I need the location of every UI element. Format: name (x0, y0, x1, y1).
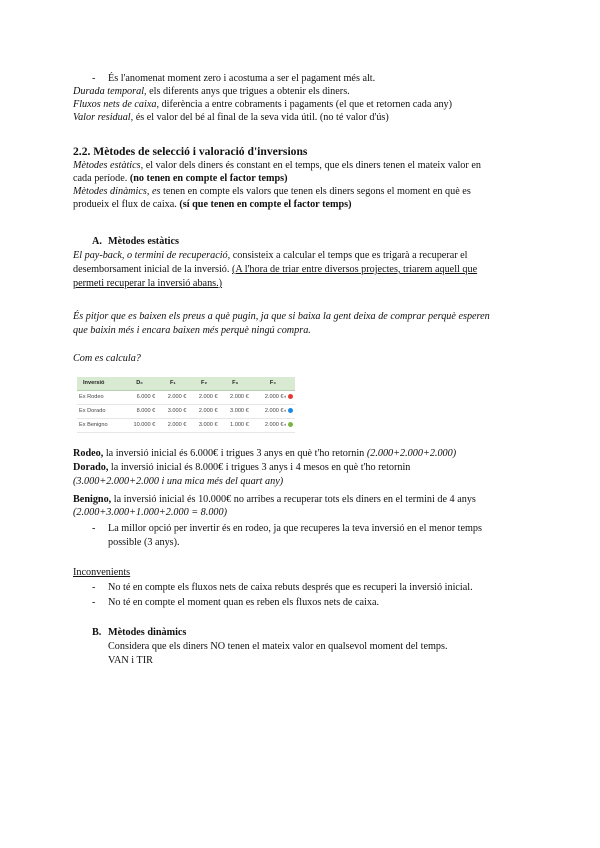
dinamics-text-2: produeix el flux de caixa. (73, 199, 180, 210)
payback-underline-2: permeti recuperar la inversió abans.) (73, 278, 223, 289)
header-d0: D₀ (122, 377, 157, 391)
estatics-bold: (no tenen en compte el factor temps) (129, 173, 288, 184)
estatics-term: Mètodes estàtics, (73, 160, 144, 171)
inconvenient-item: No té en compte els fluxos nets de caixa rebuts després que es recuperi la inversió inicial. (108, 582, 473, 593)
payback-term: El pay-back, o termini de recuperació, (73, 250, 231, 261)
bullet-dash: - (92, 73, 96, 84)
arrow-icon: ◂ (283, 408, 286, 414)
durada-text: els diferents anys que trigues a obtenir els diners. (146, 86, 350, 97)
rodeo-line (73, 448, 456, 461)
estatics-line-1 (73, 160, 481, 173)
intro-bullet: És l'anomenat moment zero i acostuma a ser el pagament més alt. (108, 73, 376, 84)
sub-a-title: Mètodes estàtics (108, 236, 180, 247)
rodeo-calc: (2.000+2.000+2.000) (366, 448, 457, 459)
row-d0: 10.000 € (122, 419, 157, 433)
durada-term: Durada temporal, (73, 86, 147, 97)
row-f2: 2.000 € (188, 391, 219, 405)
bullet-dash: - (92, 597, 96, 608)
arrow-icon: ◂ (283, 422, 286, 428)
sub-b-title: Mètodes dinàmics (108, 627, 187, 638)
dorado-name: Dorado, (73, 462, 109, 473)
payback-text-2: desemborsament inicial de la inversió. (73, 264, 232, 275)
color-dot-icon (288, 422, 293, 427)
estatics-text-1: el valor dels diners és constant en el temps, que els diners tenen el mateix valor en (143, 160, 481, 171)
header-inversio: Inversió (77, 377, 122, 391)
valor-line (73, 112, 389, 125)
estatics-line-2 (73, 173, 288, 186)
dinamics-bold: (sí que tenen en compte el factor temps) (179, 199, 352, 210)
row-f4: 2.000 € (264, 408, 284, 414)
table-row (77, 405, 295, 419)
header-f4: F₄ (251, 377, 295, 391)
fluxos-line (73, 99, 452, 112)
benigno-name: Benigno, (73, 494, 112, 505)
color-dot-icon (288, 394, 293, 399)
payback-line-2 (73, 264, 477, 277)
row-d0: 6.000 € (122, 391, 157, 405)
row-name: Ex Dorado (77, 405, 122, 419)
benigno-line (73, 494, 476, 507)
header-f1: F₁ (157, 377, 188, 391)
row-f1: 2.000 € (157, 391, 188, 405)
table-row (77, 419, 295, 433)
row-f3: 2.000 € (220, 391, 251, 405)
rodeo-text: la inversió inicial és 6.000€ i trigues 3 anys en què t'ho retornin (103, 448, 367, 459)
arrow-icon: ◂ (283, 394, 286, 400)
valor-text: és el valor del bé al final de la seva vida útil. (no té valor d'ús) (133, 112, 389, 123)
valor-term: Valor residual, (73, 112, 134, 123)
row-f4-cell (251, 419, 295, 433)
com-es-calcula: Com es calcula? (73, 353, 141, 364)
dorado-text: la inversió inicial és 8.000€ i trigues 3 anys i 4 mesos en què t'ho retornin (108, 462, 411, 473)
dorado-line (73, 462, 410, 475)
best-option-line-1: La millor opció per invertir és en rodeo, ja que recuperes la teva inversió en el menor temps (108, 523, 482, 534)
row-name: Ex Benigno (77, 419, 122, 433)
dinamics-text-1: tenen en compte els valors que tenen els diners segons el moment en què es (160, 186, 471, 197)
benigno-calc: (2.000+3.000+1.000+2.000 = 8.000) (73, 507, 227, 518)
note-line-1: És pitjor que es baixen els preus a què pugin, ja que si baixa la gent deixa de comprar perquè esperen (73, 311, 490, 322)
dinamics-line-1 (73, 186, 471, 199)
van-tir: VAN i TIR (108, 655, 153, 666)
color-dot-icon (288, 408, 293, 413)
row-f4-cell (251, 405, 295, 419)
estatics-text-2: cada període. (73, 173, 130, 184)
sub-a-label: A. (92, 236, 102, 247)
rodeo-name: Rodeo, (73, 448, 104, 459)
dorado-calc: (3.000+2.000+2.000 i una mica més del quart any) (73, 476, 284, 487)
fluxos-text: diferència a entre cobraments i pagaments (el que et retornen cada any) (159, 99, 453, 110)
sub-b-label: B. (92, 627, 102, 638)
row-f1: 2.000 € (157, 419, 188, 433)
best-option-line-2: possible (3 anys). (108, 537, 180, 548)
row-d0: 8.000 € (122, 405, 157, 419)
inconvenient-item: No té en compte el moment quan es reben els fluxos nets de caixa. (108, 597, 380, 608)
bullet-dash: - (92, 523, 96, 534)
fluxos-term: Fluxos nets de caixa, (73, 99, 160, 110)
row-f4: 2.000 € (264, 394, 284, 400)
row-f3: 3.000 € (220, 405, 251, 419)
bullet-dash: - (92, 582, 96, 593)
table-row (77, 391, 295, 405)
payback-underline-1: (A l'hora de triar entre diversos projectes, triarem aquell que (232, 264, 478, 275)
header-f3: F₃ (220, 377, 251, 391)
row-f3: 1.000 € (220, 419, 251, 433)
row-f2: 2.000 € (188, 405, 219, 419)
row-f4: 2.000 € (264, 422, 284, 428)
benigno-text: la inversió inicial és 10.000€ no arribes a recuperar tots els diners en el termini de 4 anys (111, 494, 476, 505)
section-title: 2.2. Mètodes de selecció i valoració d'inversions (73, 145, 308, 158)
inconvenients-title: Inconvenients (73, 567, 131, 578)
row-f4-cell (251, 391, 295, 405)
payback-text-1: consisteix a calcular el temps que es trigarà a recuperar el (230, 250, 468, 261)
table-header-row (77, 377, 295, 391)
row-name: Ex Rodeo (77, 391, 122, 405)
investment-table (77, 377, 295, 433)
durada-line (73, 86, 350, 99)
payback-line-1 (73, 250, 468, 263)
row-f1: 3.000 € (157, 405, 188, 419)
row-f2: 3.000 € (188, 419, 219, 433)
header-f2: F₂ (188, 377, 219, 391)
sub-b-text: Considera que els diners NO tenen el mateix valor en qualsevol moment del temps. (108, 641, 448, 652)
dinamics-line-2 (73, 199, 352, 212)
dinamics-term: Mètodes dinàmics, es (73, 186, 161, 197)
note-line-2: que baixin més i encara baixen més perquè ningú compra. (73, 325, 311, 336)
